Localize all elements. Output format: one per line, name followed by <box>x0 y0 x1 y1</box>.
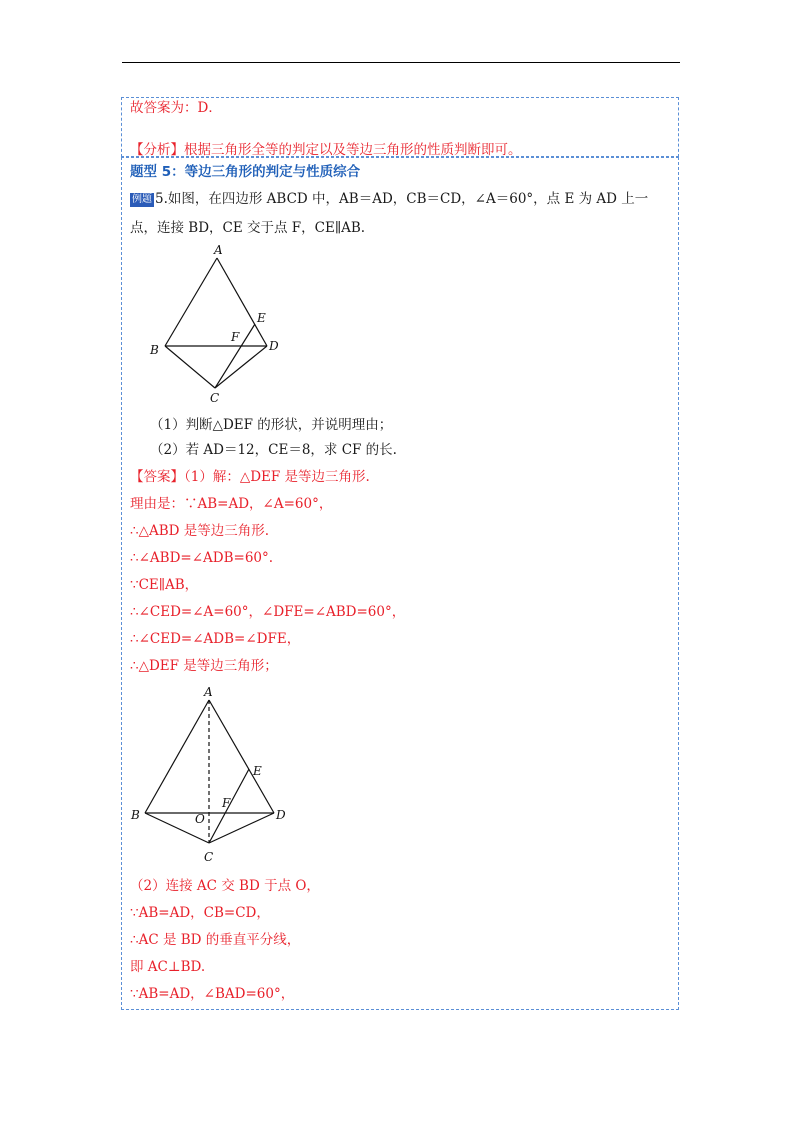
part2-line-2: ∵AB=AD，CB=CD， <box>130 905 270 921</box>
edge-ad <box>217 258 267 346</box>
edge-cd <box>209 813 274 843</box>
problem-line-1 <box>130 190 648 208</box>
label-e: E <box>257 311 266 325</box>
label-f: F <box>231 330 240 344</box>
edge-cd <box>215 346 267 388</box>
proof-line-4: ∴∠ABD=∠ADB=60°. <box>130 550 274 566</box>
header-rule <box>122 62 680 63</box>
part2-line-3: ∴AC 是 BD 的垂直平分线， <box>130 932 301 948</box>
figure-1 <box>145 240 295 405</box>
edge-bc <box>165 346 215 388</box>
example-badge: 例题 <box>132 194 152 205</box>
label-e: E <box>253 764 262 778</box>
analysis-line: 【分析】根据三角形全等的判定以及等边三角形的性质判断即可。 <box>130 142 522 158</box>
label-b: B <box>150 343 159 357</box>
section-title: 题型 5：等边三角形的判定与性质综合 <box>130 164 361 180</box>
part2-line-5: ∵AB=AD，∠BAD=60°， <box>130 986 295 1002</box>
reason-line: 理由是：∵AB=AD，∠A=60°， <box>130 496 333 512</box>
part2-line-4: 即 AC⊥BD. <box>130 959 206 975</box>
label-a: A <box>214 243 223 257</box>
label-o: O <box>195 812 205 826</box>
label-c: C <box>210 391 220 405</box>
proof-line-3: ∴△ABD 是等边三角形. <box>130 523 270 539</box>
proof-line-6: ∴∠CED=∠A=60°，∠DFE=∠ABD=60°， <box>130 604 406 620</box>
figure-2 <box>125 683 295 868</box>
problem-line-2: 点，连接 BD，CE 交于点 F，CE∥AB. <box>130 220 366 236</box>
label-c: C <box>204 850 214 864</box>
answer-d-line: 故答案为：D． <box>130 100 222 116</box>
proof-line-8: ∴△DEF 是等边三角形； <box>130 658 278 674</box>
question-1: （1）判断△DEF 的形状，并说明理由； <box>150 417 393 433</box>
answer-1: 【答案】（1）解：△DEF 是等边三角形. <box>130 469 370 485</box>
label-d: D <box>269 339 279 353</box>
label-a: A <box>204 685 213 699</box>
part2-line-1: （2）连接 AC 交 BD 于点 O， <box>130 878 320 894</box>
edge-ab <box>165 258 217 346</box>
problem-text-1: 5.如图，在四边形 ABCD 中，AB＝AD，CB＝CD，∠A＝60°，点 E 为 AD 上一 <box>155 191 649 207</box>
label-d: D <box>276 808 286 822</box>
edge-ad <box>209 700 274 813</box>
proof-line-7: ∴∠CED=∠ADB=∠DFE， <box>130 631 301 647</box>
question-2: （2）若 AD＝12，CE＝8，求 CF 的长. <box>150 442 397 458</box>
label-b: B <box>131 808 140 822</box>
label-f: F <box>222 796 231 810</box>
proof-line-5: ∵CE∥AB， <box>130 577 199 593</box>
edge-ab <box>145 700 209 813</box>
